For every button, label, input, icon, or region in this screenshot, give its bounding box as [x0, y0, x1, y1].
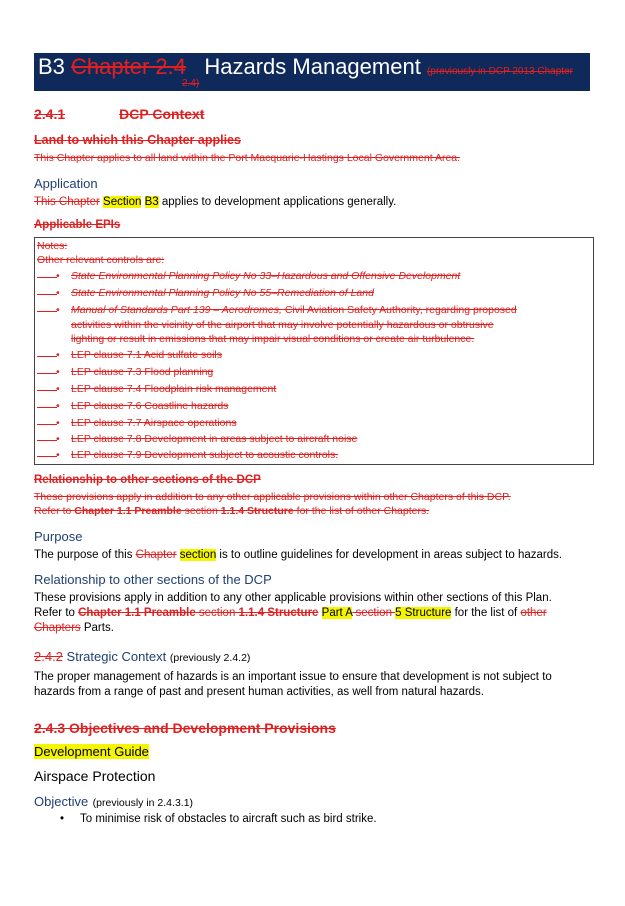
notes-box: Notes: Other relevant controls are: • State Environmental Planning Policy No 33–Hazardous and Offensive Development • State Environmental Planning Policy No 55–Remediation of Land • Manual of Standards Part 139 – Aerodromes, Civil Aviation Safety Authority, regarding proposed activities within the vicinity of the airport that may involve potentially hazardous or obtrusive lighting or result in emissions that may impair visual conditions or create air turbulence. • LEP clause 7.1 Acid sulfate soils • LEP clause 7.3 Flood planning • LEP clause 7.4 Floodplain risk management • LEP clause 7.6 Coastline hazards • LEP clause 7.7 Airspace operations • LEP clause 7.8 Development in areas subject to aircraft noise • LEP clause 7.9 Development subject to acoustic controls. — [34, 237, 594, 465]
notes-item-text: State Environmental Planning Policy No 33–Hazardous and Offensive Development — [71, 270, 461, 282]
section-241-name: DCP Context — [119, 106, 205, 122]
notes-item-text: LEP clause 7.6 Coastline hazards — [71, 400, 229, 412]
title-previously-line2: 2.4) — [182, 78, 200, 89]
rel-new-b: for the list of — [451, 607, 521, 619]
rel-new-del2: section — [195, 607, 239, 619]
objective-item-text: To minimise risk of obstacles to aircraft such as bird strike. — [80, 813, 377, 825]
section-242-name: Strategic Context — [62, 649, 167, 664]
manual-italic: Manual of Standards Part 139 – Aerodromes, — [71, 304, 282, 316]
section-241-heading — [34, 106, 204, 122]
manual-line2: activities within the vicinity of the airport that may involve potentially hazardous or obtrusive — [71, 319, 494, 331]
rel-new-del6: Chapters — [34, 622, 81, 634]
land-heading: Land to which this Chapter applies — [34, 133, 241, 147]
rel-new-del1: Chapter 1.1 Preamble — [78, 607, 196, 619]
rel-old-b: Chapter 1.1 Preamble — [74, 505, 182, 517]
purpose-a: The purpose of this — [34, 549, 136, 561]
rel-new-line2 — [34, 606, 547, 621]
objective-heading — [34, 793, 193, 811]
rel-new-heading: Relationship to other sections of the DCP — [34, 572, 272, 587]
title-b3: B3 — [38, 54, 65, 79]
rel-new-line1: These provisions apply in addition to any other applicable provisions within other sections of this Plan. — [34, 592, 552, 604]
land-text: This Chapter applies to all land within the Port Macquarie-Hastings Local Government Area. — [34, 152, 461, 164]
rel-new-del5: other — [520, 607, 547, 619]
section-243-heading: 2.4.3 Objectives and Development Provisions — [34, 720, 336, 736]
rel-old-line2 — [34, 505, 429, 517]
title-name: Hazards Management — [204, 54, 421, 79]
manual-line3: lighting or result in emissions that may impair visual conditions or create air turbulence. — [71, 333, 475, 345]
application-rest: applies to development applications generally. — [161, 196, 397, 208]
rel-new-a: Refer to — [34, 607, 79, 619]
rel-new-del3: 1.1.4 Structure — [238, 607, 319, 619]
application-inserted-section: Section — [103, 196, 142, 208]
notes-item-text: State Environmental Planning Policy No 55–Remediation of Land — [71, 287, 374, 299]
objective-previously: (previously in 2.4.3.1) — [92, 797, 194, 809]
section-242-line1: The proper management of hazards is an important issue to ensure that development is not subject to — [34, 671, 552, 683]
rel-new-ins2: 5 Structure — [395, 607, 452, 619]
rel-old-d: 1.1.4 Structure — [220, 505, 294, 517]
rel-old-heading: Relationship to other sections of the DCP — [34, 474, 261, 486]
rel-old-c: section — [181, 505, 221, 517]
rel-new-del4: section — [352, 607, 396, 619]
notes-label: Notes: — [37, 240, 68, 252]
notes-item-text: LEP clause 7.8 Development in areas subject to aircraft noise — [71, 433, 358, 445]
notes-item-text: LEP clause 7.1 Acid sulfate soils — [71, 349, 222, 361]
purpose-text — [34, 548, 562, 563]
purpose-inserted: section — [179, 549, 217, 561]
section-242-line2: hazards from a range of past and present human activities, as well from natural hazards. — [34, 686, 485, 698]
application-heading: Application — [34, 176, 98, 191]
application-deleted: This Chapter — [34, 196, 100, 208]
manual-rest: Civil Aviation Safety Authority, regarding proposed — [281, 304, 517, 316]
notes-item-text: LEP clause 7.3 Flood planning — [71, 366, 214, 378]
notes-item-text: LEP clause 7.9 Development subject to acoustic controls. — [71, 449, 339, 461]
section-241-number: 2.4.1 — [34, 106, 66, 122]
notes-item-text: LEP clause 7.7 Airspace operations — [71, 417, 237, 429]
purpose-deleted: Chapter — [135, 549, 177, 561]
section-242-number: 2.4.2 — [34, 649, 63, 664]
purpose-b: is to outline guidelines for development in areas subject to hazards. — [216, 549, 563, 561]
document-page: B3 Chapter 2.4 Hazards Management (previously in DCP 2013 Chapter 2.4) 2.4.1 DCP Context Land to which this Chapter applies This Chapter applies to all land within the Port Macquarie-Hastings Local Government Area. Application This Chapter Section B3 applies to development applications generally. Applicable EPIs Notes: Other relevant controls are: • State Environmental Planning Policy No 33–Hazardous and Offensive Development • State Environmental Planning Policy No 55–Remediation of Land • Manual of Standards Part 139 – Aerodromes, Civil Aviation Safety Authority, regarding proposed activities within the vicinity of the airport that may involve potentially hazardous or obtrusive lighting or result in emissions that may impair visual conditions or create air turbulence. • LEP clause 7.1 Acid sulfate soils • LEP clause 7.3 Flood planning • LEP clause 7.4 Floodplain risk management • LEP clause 7.6 Coastline hazards • LEP clause 7.7 Airspace operations • LEP clause 7.8 Development in areas subject to aircraft noise • LEP clause 7.9 Development subject to acoustic controls. Relationship to other sections of the DCP These provisions apply in addition to any other applicable provisions within other Chapters of this DCP. Refer to Chapter 1.1 Preamble section 1.1.4 Structure for the list of other Chapters. Purpose The purpose of this Chapter section is to outline guidelines for development in areas subject to hazards. Relationship to other sections of the DCP These provisions apply in addition to any other applicable provisions within other sections of this Plan. Refer to Chapter 1.1 Preamble section 1.1.4 Structure Part A section 5 Structure for the list of other Chapters Parts. 2.4.2 Strategic Context (previously 2.4.2) The proper management of hazards is an important issue to ensure that development is not subject to hazards from a range of past and present human activities, as well from natural hazards. 2.4.3 Objectives and Development Provisions Development Guide Airspace Protection Objective (previously in 2.4.3.1) • To minimise risk of obstacles to aircraft such as bird strike. — [0, 0, 625, 906]
rel-new-c: Parts. — [80, 622, 114, 634]
airspace-heading: Airspace Protection — [34, 768, 156, 784]
development-guide-text: Development Guide — [34, 744, 149, 759]
notes-item-text: LEP clause 7.4 Floodplain risk management — [71, 383, 277, 395]
purpose-heading: Purpose — [34, 529, 83, 544]
chapter-title — [38, 54, 427, 79]
title-chapter-deleted: Chapter 2.4 — [71, 54, 187, 79]
epis-heading: Applicable EPIs — [34, 219, 121, 231]
section-242-previously: (previously 2.4.2) — [169, 652, 251, 664]
application-text — [34, 195, 396, 210]
section-242-heading — [34, 649, 250, 664]
rel-old-e: for the list of other Chapters. — [293, 505, 430, 517]
application-inserted-b3: B3 — [144, 196, 159, 208]
rel-new-line3 — [34, 621, 114, 636]
development-guide — [34, 744, 149, 759]
rel-old-line1: These provisions apply in addition to any other applicable provisions within other Chapters of this DCP. — [34, 491, 511, 503]
rel-new-ins1: Part A — [321, 607, 353, 619]
title-previously-line1: (previously in DCP 2013 Chapter — [426, 66, 573, 77]
objective-label: Objective — [34, 794, 89, 809]
chapter-title-bar — [34, 53, 590, 91]
notes-intro: Other relevant controls are: — [37, 254, 165, 266]
rel-old-a: Refer to — [34, 505, 75, 517]
